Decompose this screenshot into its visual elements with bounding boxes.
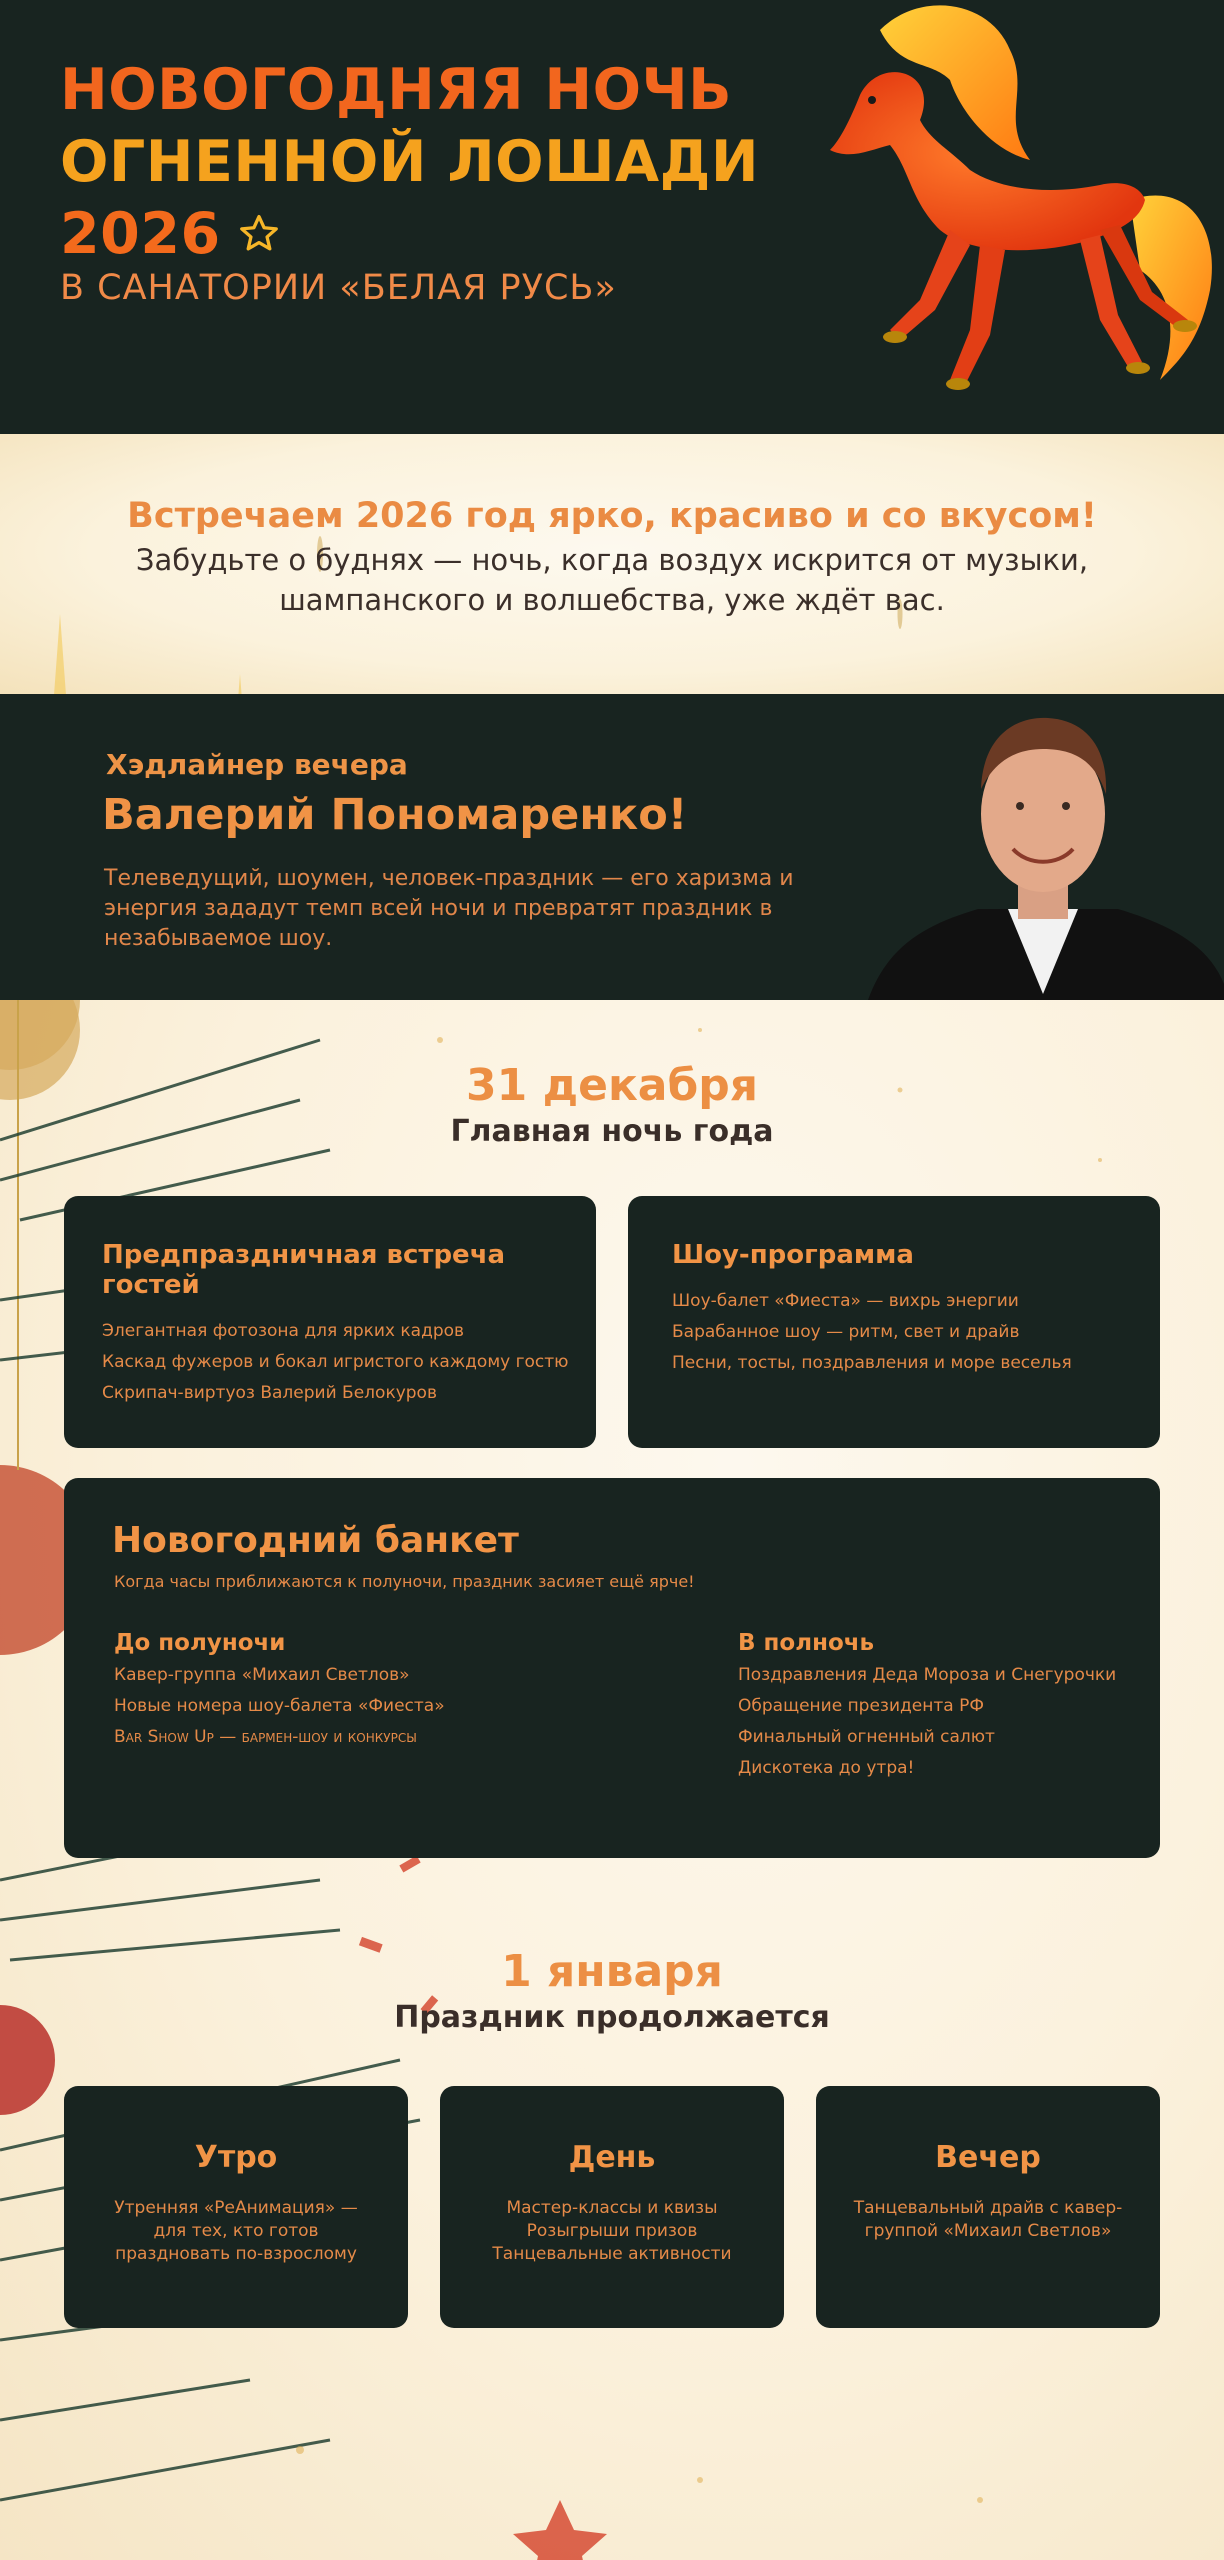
intro-text-line: шампанского и волшебства, уже ждёт вас. [279,583,945,617]
morning-title: Утро [194,2140,278,2175]
day-line: Мастер-классы и квизы [506,2198,718,2218]
intro-heading: Встречаем 2026 год ярко, красиво и со вкусом! [127,496,1097,536]
intro-text-line: Забудьте о буднях — ночь, когда воздух искрится от музыки, [135,543,1089,577]
list-item: Bar Show Up — бармен-шоу и конкурсы [114,1727,417,1747]
list-item: Финальный огненный салют [738,1727,995,1747]
dec31-date: 31 декабря [466,1060,758,1111]
headliner-photo [868,694,1224,1000]
day-text [472,2197,752,2266]
dec31-subtitle: Главная ночь года [450,1114,774,1149]
hero-banner [0,0,1224,434]
show-program-title: Шоу-программа [672,1240,914,1270]
day-line: Танцевальные активности [492,2244,732,2264]
list-item: Поздравления Деда Мороза и Снегурочки [738,1665,1117,1685]
morning-card [64,2086,408,2328]
show-program-card [628,1196,1160,1448]
jan1-date: 1 января [501,1946,723,1997]
list-item: Новые номера шоу-балета «Фиеста» [114,1696,445,1716]
list-item: Песни, тосты, поздравления и море веселья [672,1353,1072,1373]
jan1-subtitle: Праздник продолжается [394,2000,830,2035]
list-item: Шоу-балет «Фиеста» — вихрь энергии [672,1291,1019,1311]
list-item: Обращение президента РФ [738,1696,984,1716]
midnight-column [738,1630,1116,1784]
hero-title-year: 2026 [60,201,221,267]
banquet-lead: Когда часы приближаются к полуночи, праздник засияет ещё ярче! [114,1572,695,1591]
day-card [440,2086,784,2328]
morning-text: Утренняя «РеАнимация» — для тех, кто готов праздновать по-взрослому [114,2198,358,2264]
hero-title-line1: НОВОГОДНЯЯ НОЧЬ [60,57,733,123]
day-title: День [568,2140,656,2175]
fire-horse-illustration [800,0,1224,434]
intro-text [0,540,1224,620]
hero-subtitle: В САНАТОРИИ «БЕЛАЯ РУСЬ» [60,268,617,308]
banquet-card [64,1478,1160,1858]
midnight-title: В полночь [738,1630,875,1656]
list-item: Барабанное шоу — ритм, свет и драйв [672,1322,1020,1342]
headliner-section [0,694,1224,1000]
list-item: Дискотека до утра! [738,1758,915,1778]
headliner-name: Валерий Пономаренко! [102,790,688,840]
list-item: Каскад фужеров и бокал игристого каждому гостю [102,1352,569,1372]
evening-title: Вечер [935,2140,1041,2175]
welcome-list [102,1316,596,1409]
list-item: Скрипач-виртуоз Валерий Белокуров [102,1383,437,1403]
program-section [0,1000,1224,2560]
banquet-title: Новогодний банкет [112,1520,519,1561]
star-icon [237,201,281,273]
evening-card [816,2086,1160,2328]
list-item: Элегантная фотозона для ярких кадров [102,1321,465,1341]
intro-section [0,434,1224,694]
list-item: Кавер-группа «Михаил Светлов» [114,1665,410,1685]
welcome-card [64,1196,596,1448]
evening-text: Танцевальный драйв с кавер-группой «Михаил Светлов» [853,2198,1123,2241]
before-midnight-title: До полуночи [114,1630,286,1656]
day-line: Розыгрыши призов [526,2221,698,2241]
show-program-list [672,1286,1160,1379]
headliner-description: Телеведущий, шоумен, человек-праздник — его харизма и энергия зададут темп всей ночи и превратят праздник в незабываемое шоу. [104,866,794,951]
headliner-kicker: Хэдлайнер вечера [106,748,408,781]
hero-title [60,54,759,273]
hero-title-line2: ОГНЕННОЙ ЛОШАДИ [60,129,760,195]
welcome-card-title: Предпраздничная встреча гостей [102,1240,506,1300]
before-midnight-column [114,1630,445,1753]
